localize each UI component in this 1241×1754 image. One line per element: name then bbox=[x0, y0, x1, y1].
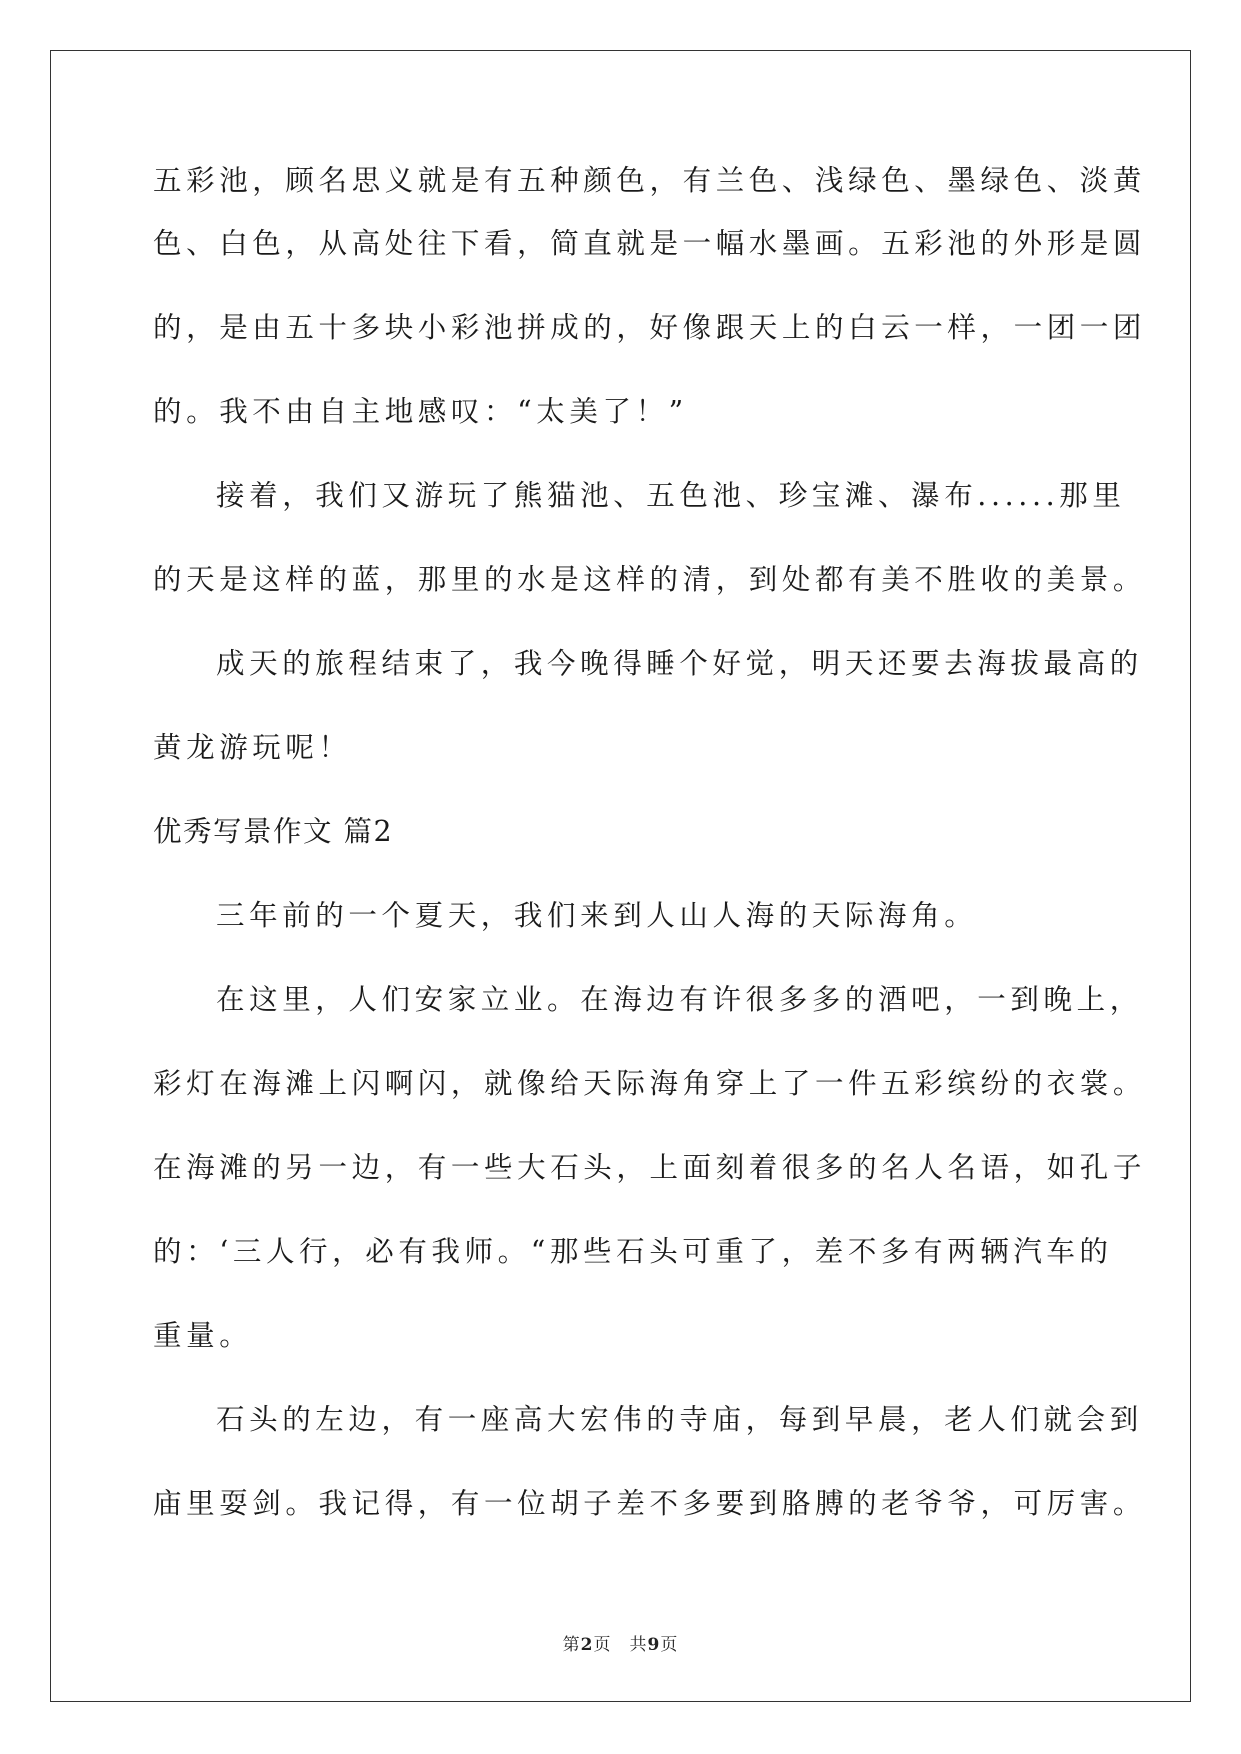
text-line: 的。我不由自主地感叹：“太美了！” bbox=[153, 395, 688, 428]
footer-prefix: 第 bbox=[562, 1635, 581, 1655]
current-page-number: 2 bbox=[580, 1635, 594, 1655]
text-line: 庙里耍剑。我记得，有一位胡子差不多要到胳膊的老爷爷，可厉害。 bbox=[153, 1487, 1147, 1520]
text-line: 的，是由五十多块小彩池拼成的，好像跟天上的白云一样，一团一团 bbox=[153, 311, 1147, 344]
section-heading: 优秀写景作文 篇2 bbox=[153, 815, 394, 848]
document-body bbox=[153, 160, 1147, 1546]
text-line: 的天是这样的蓝，那里的水是这样的清，到处都有美不胜收的美景。 bbox=[153, 563, 1147, 596]
text-line: 的：‘三人行，必有我师。“那些石头可重了，差不多有两辆汽车的 bbox=[153, 1235, 1113, 1268]
text-line: 黄龙游玩呢！ bbox=[153, 731, 352, 764]
text-line: 接着，我们又游玩了熊猫池、五色池、珍宝滩、瀑布......那里 bbox=[216, 479, 1126, 512]
text-line: 重量。 bbox=[153, 1319, 253, 1352]
text-line: 彩灯在海滩上闪啊闪，就像给天际海角穿上了一件五彩缤纷的衣裳。 bbox=[153, 1067, 1147, 1100]
page-footer bbox=[0, 1630, 1241, 1655]
text-line: 成天的旅程结束了，我今晚得睡个好觉，明天还要去海拔最高的 bbox=[216, 647, 1143, 680]
footer-mid: 页 共 bbox=[593, 1635, 648, 1655]
text-line: 三年前的一个夏天，我们来到人山人海的天际海角。 bbox=[216, 899, 978, 932]
text-line: 在海滩的另一边，有一些大石头，上面刻着很多的名人名语，如孔子 bbox=[153, 1151, 1147, 1184]
total-page-number: 9 bbox=[647, 1635, 661, 1655]
footer-suffix: 页 bbox=[660, 1635, 679, 1655]
text-line: 在这里，人们安家立业。在海边有许很多多的酒吧，一到晚上， bbox=[216, 983, 1143, 1016]
text-line: 五彩池，顾名思义就是有五种颜色，有兰色、浅绿色、墨绿色、淡黄 bbox=[153, 164, 1147, 197]
text-line: 色、白色，从高处往下看，简直就是一幅水墨画。五彩池的外形是圆 bbox=[153, 227, 1147, 260]
text-line: 石头的左边，有一座高大宏伟的寺庙，每到早晨，老人们就会到 bbox=[216, 1403, 1143, 1436]
